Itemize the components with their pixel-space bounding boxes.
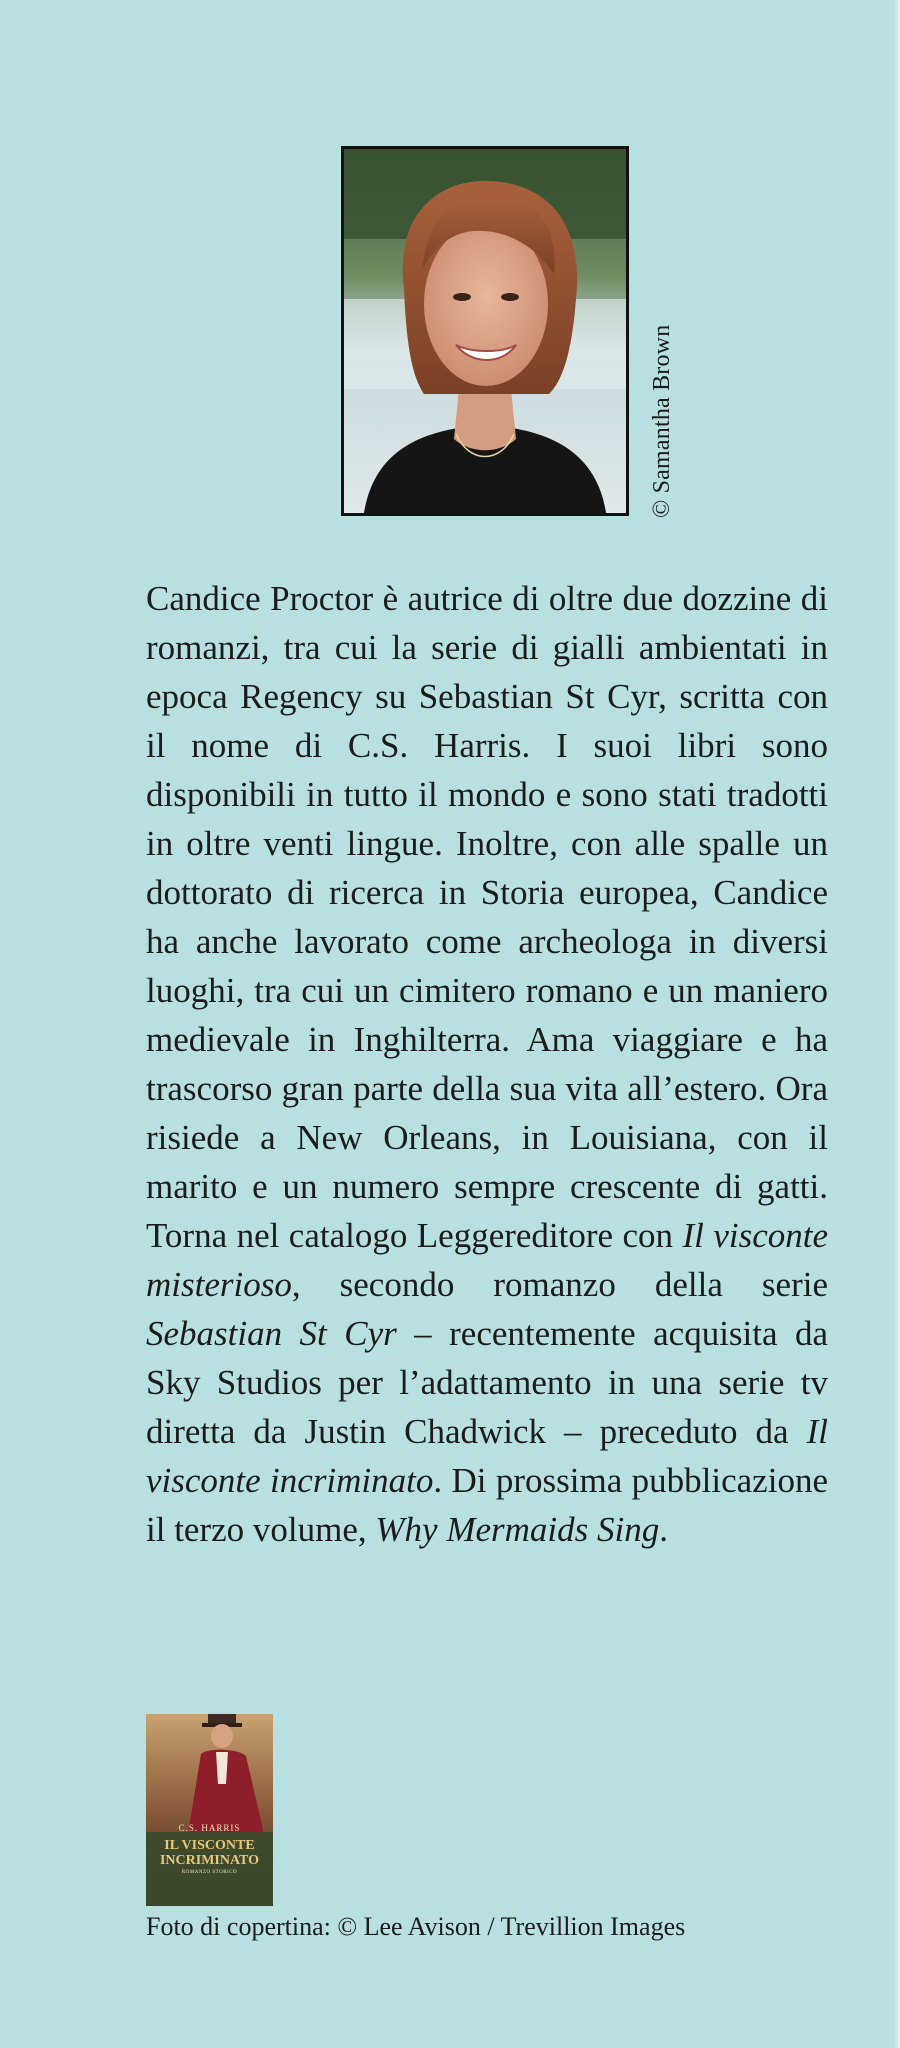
book-title-incriminato: Il visconte incriminato	[146, 1412, 828, 1500]
bio-text-2: , secondo romanzo della serie	[291, 1265, 828, 1304]
page-edge	[894, 0, 900, 2048]
book-cover-thumbnail	[146, 1714, 273, 1906]
photo-credit: © Samantha Brown	[649, 324, 675, 518]
bio-text-5: .	[659, 1510, 668, 1549]
cover-title-line-1: IL VISCONTE	[164, 1838, 255, 1853]
cover-title-line-2: INCRIMINATO	[159, 1853, 260, 1868]
author-biography	[146, 574, 828, 1554]
portrait-illustration	[344, 149, 626, 513]
cover-illustration	[146, 1714, 273, 1906]
bio-text-4: . Di prossima pubblicazione il terzo volume,	[146, 1461, 828, 1549]
cover-subtitle: ROMANZO STORICO	[181, 1870, 238, 1875]
cover-photo-credit: Foto di copertina: © Lee Avison / Trevillion Images	[146, 1912, 686, 1941]
cover-title	[146, 1838, 273, 1868]
author-portrait	[341, 146, 629, 516]
book-title-misterioso: Il visconte misterioso	[146, 1216, 829, 1304]
series-title: Sebastian St Cyr	[146, 1314, 397, 1353]
bio-text-3: – recentemente acquisita da Sky Studios per l’adattamento in una serie tv diretta da Justin Chadwick – preceduto da	[146, 1314, 829, 1451]
bio-text-1: Candice Proctor è autrice di oltre due dozzine di romanzi, tra cui la serie di gialli ambientati in epoca Regency su Sebastian St Cyr, scritta con il nome di C.S. Harris. I suoi libri sono disponibili in tutto il mondo e sono stati tradotti in oltre venti lingue. Inoltre, con alle spalle un dottorato di ricerca in Storia europea, Candice ha anche lavorato come archeologa in diversi luoghi, tra cui un cimitero romano e un maniero medievale in Inghilterra. Ama viaggiare e ha trascorso gran parte della sua vita all’estero. Ora risiede a New Orleans, in Louisiana, con il marito e un numero sempre crescente di gatti. Torna nel catalogo Leggereditore con	[146, 579, 828, 1255]
cover-author: C.S. HARRIS	[178, 1823, 241, 1833]
book-title-mermaids: Why Mermaids Sing	[375, 1510, 660, 1549]
